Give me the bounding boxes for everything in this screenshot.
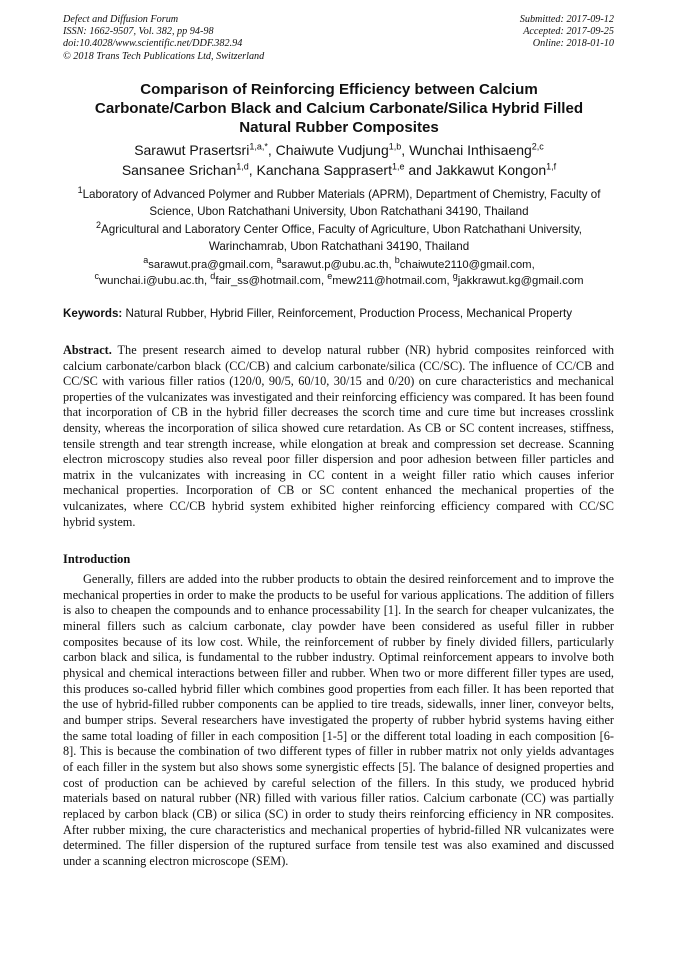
affiliation-text: Laboratory of Advanced Polymer and Rubber Materials (APRM), Department of Chemistry, Faculty of Science, Ubon Ratchathani University, Ubon Ratchathani 34190, Thailand (82, 188, 601, 219)
separator: , (446, 274, 453, 287)
publication-dates (520, 14, 614, 51)
separator: , (204, 274, 211, 287)
separator: , (267, 142, 276, 158)
abstract-text: The present research aimed to develop natural rubber (NR) hybrid composites reinforced with calcium carbonate/carbon black (CC/CB) and calcium carbonate/silica (CC/SC). The influence of CC/CB and CC/SC with various filler ratios (120/0, 90/5, 60/10, 30/15 and 0/20) on cure characteristics and mechanical properties of the vulcanizates was investigated and their reinforcing efficiency was compared. It has been found that incorporation of CB in the hybrid filler decreases the scorch time and cure time but increases crosslink density, whereas the incorporation of silica showed cure retardation. As CB or SC content increases, stiffness, tensile strength and tear strength increase, while elongation at break and compression set decrease. Scanning electron microscopy studies also reveal poor filler dispersion and poor adhesion between filler particles and matrix in the vulcanizates with increasing in CC content in a weight filler ratio which causes inferior mechanical properties. Incorporation of CB or SC content enhanced the mechanical properties of the vulcanizates, where CC/CB hybrid system exhibited higher reinforcing efficiency compared with CC/SC hybrid system. (63, 343, 614, 529)
email-superscript: e (327, 270, 333, 281)
email-link[interactable]: sarawut.p@ubu.ac.th (281, 259, 389, 271)
affiliation-2 (62, 221, 616, 255)
author-name: Chaiwute Vudjung (275, 142, 389, 158)
online-date: Online: 2018-01-10 (532, 38, 614, 50)
author-name: Jakkawut Kongon (435, 162, 547, 178)
separator: , (248, 162, 257, 178)
journal-info (63, 14, 264, 63)
author-superscript: 1,f (546, 161, 557, 172)
keywords (63, 306, 623, 321)
email-line (58, 270, 620, 290)
email-superscript: a (276, 255, 282, 266)
email-link[interactable]: mew211@hotmail.com (332, 274, 447, 287)
separator: , (531, 259, 535, 271)
affiliation-1 (62, 186, 616, 220)
separator: , (270, 259, 277, 271)
email-superscript: a (143, 255, 149, 266)
paper-title (40, 80, 638, 138)
submitted-date: Submitted: 2017-09-12 (519, 14, 614, 25)
author-superscript: 1,a,* (249, 141, 268, 152)
author-line (40, 160, 638, 180)
email-list (58, 255, 620, 289)
author-line (40, 140, 638, 160)
author-name: Sarawut Prasertsri (134, 142, 250, 158)
email-superscript: d (210, 270, 216, 281)
keywords-text: Natural Rubber, Hybrid Filler, Reinforcement, Production Process, Mechanical Property (122, 307, 573, 320)
affiliation-number: 2 (96, 220, 102, 231)
email-superscript: c (94, 270, 99, 281)
email-link[interactable]: chaiwute2110@gmail.com (399, 259, 532, 271)
title-line: Comparison of Reinforcing Efficiency between Calcium (140, 81, 538, 98)
affiliation-text: Agricultural and Laboratory Center Office, Faculty of Agriculture, Ubon Ratchathani University, Warinchamrab, Ubon Ratchathani 34190, Thailand (101, 223, 582, 254)
journal-name: Defect and Diffusion Forum (63, 14, 179, 25)
accepted-date: Accepted: 2017-09-25 (523, 26, 614, 38)
journal-doi[interactable]: doi:10.4028/www.scientific.net/DDF.382.94 (63, 38, 243, 50)
author-list (40, 140, 638, 180)
introduction-paragraph (63, 572, 614, 869)
affiliation-number: 1 (77, 185, 83, 196)
author-name: Kanchana Sapprasert (256, 162, 392, 178)
separator: and (404, 162, 436, 178)
author-superscript: 1,e (391, 161, 405, 172)
introduction-text: Generally, fillers are added into the rubber products to obtain the desired reinforcement and to improve the mechanical properties in order to make the products to be useful for various applications. The addition of fillers is also to cheapen the compounds and to enhance processability [1]. In the search for cheaper vulcanizates, the mineral fillers such as calcium carbonate, clay powder have been considered as useful filler in rubber composites because of its low cost. While, the reinforcement of rubber by finely divided fillers, particularly carbon black and silica, is fundamental to the rubber industry. Optimal reinforcement appears to involve both physical and chemical interactions between filler and rubber. When two or more different filler types are used, this produces so-called hybrid filler which combines good properties from each filler. It has been reported that the use of hybrid-filled rubber components can be applied to tire treads, sidewalls, inner liner, conveyor belts, and bumper strips. Several researchers have investigated the property of rubber hybrid systems having either the same total loading of filler in each composition [1-5] or the different total loading in each composition [6-8]. This is because the combination of two different types of filler in rubber matrix not only yields advantages of each filler in the system but also shows some synergistic effects [5]. The balance of designed properties and cost of production can be achieved by careful selection of the fillers. In this study, we produced hybrid materials based on natural rubber (NR) filled with various filler ratios. Calcium carbonate (CC) was partially replaced by carbon black (CB) or silica (SC) in order to study theirs reinforcing efficiency in NR composites. After rubber mixing, the cure characteristics and mechanical properties of hybrid-filled NR vulcanizates were determined. The filler dispersion of the ruptured surface from tensile test was also examined and discussed under a scanning electron microscope (SEM). (63, 572, 614, 868)
author-superscript: 1,b (388, 141, 402, 152)
abstract-label: Abstract. (63, 343, 112, 357)
email-link[interactable]: jakkrawut.kg@gmail.com (457, 274, 584, 287)
journal-copyright: © 2018 Trans Tech Publications Ltd, Switzerland (63, 50, 265, 62)
section-heading-introduction: Introduction (63, 552, 131, 566)
email-link[interactable]: fair_ss@hotmail.com (215, 274, 321, 287)
title-line: Carbonate/Carbon Black and Calcium Carbonate/Silica Hybrid Filled (94, 100, 584, 118)
author-superscript: 2,c (531, 141, 544, 152)
email-superscript: b (394, 255, 400, 266)
title-line: Natural Rubber Composites (239, 119, 439, 137)
author-name: Wunchai Inthisaeng (409, 142, 532, 158)
journal-issn: ISSN: 1662-9507, Vol. 382, pp 94-98 (63, 26, 214, 38)
separator: , (388, 259, 395, 271)
email-link[interactable]: wunchai.i@ubu.ac.th (98, 274, 205, 287)
email-line (58, 255, 620, 274)
email-superscript: g (452, 270, 458, 281)
separator: , (401, 142, 410, 158)
author-name: Sansanee Srichan (121, 162, 237, 178)
keywords-label: Keywords: (63, 307, 123, 320)
abstract (63, 343, 614, 530)
email-link[interactable]: sarawut.pra@gmail.com (148, 259, 271, 271)
author-superscript: 1,d (236, 161, 249, 172)
separator: , (320, 274, 328, 287)
